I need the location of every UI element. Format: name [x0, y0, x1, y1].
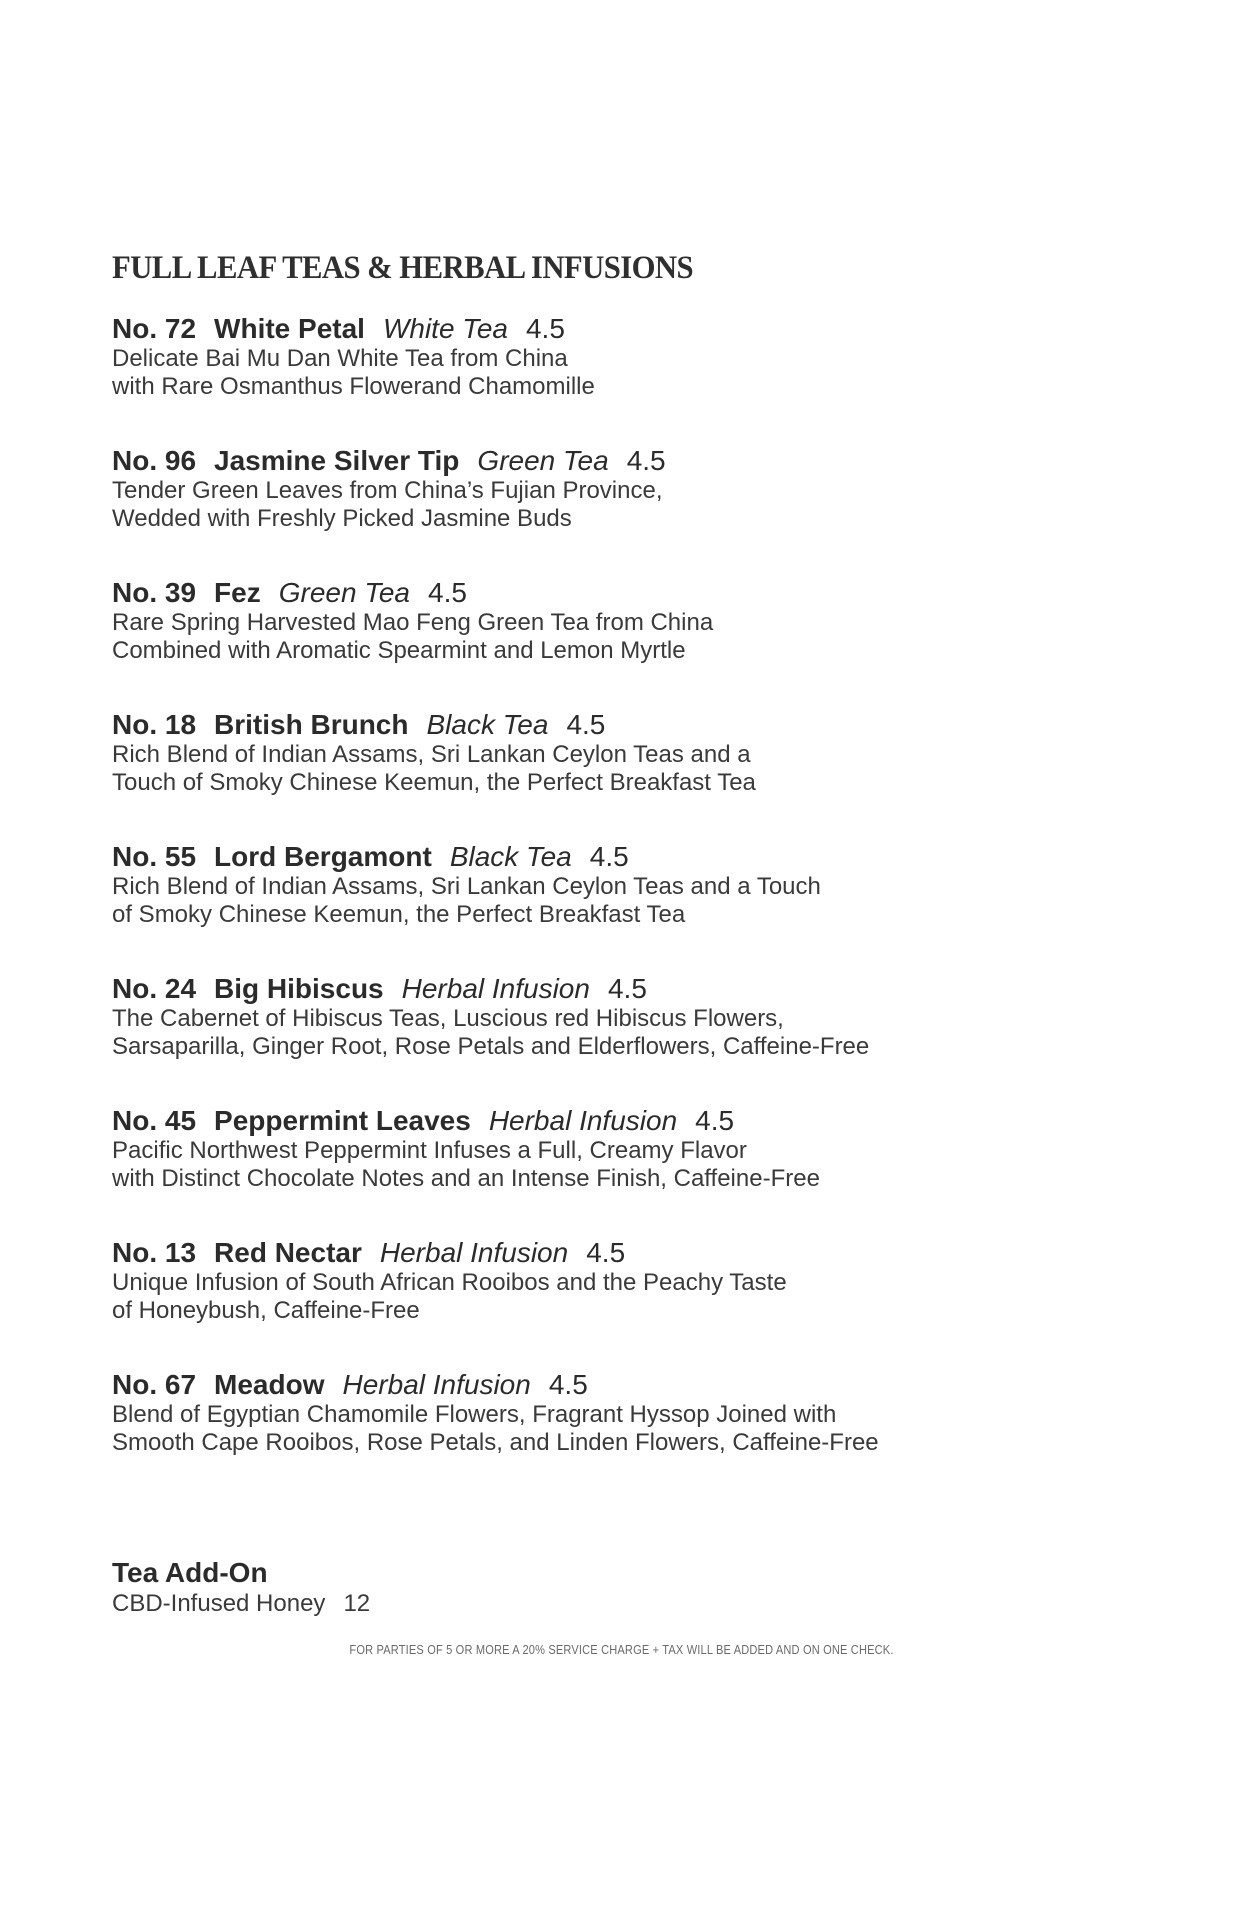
tea-price: 4.5	[566, 709, 606, 740]
tea-list	[112, 313, 1172, 1457]
tea-number: No. 72	[112, 313, 197, 344]
tea-type: Herbal Infusion	[488, 1105, 678, 1136]
tea-description-line: Delicate Bai Mu Dan White Tea from China	[112, 345, 568, 372]
tea-item-header	[112, 1369, 1172, 1401]
tea-name: Red Nectar	[214, 1237, 362, 1268]
tea-type: Black Tea	[426, 709, 549, 740]
tea-description-line: with Rare Osmanthus Flowerand Chamomille	[112, 373, 595, 400]
tea-price: 4.5	[548, 1369, 588, 1400]
addon-title: Tea Add-On	[112, 1557, 268, 1588]
tea-description-line: of Smoky Chinese Keemun, the Perfect Breakfast Tea	[112, 901, 686, 928]
tea-description-line: Blend of Egyptian Chamomile Flowers, Fragrant Hyssop Joined with	[112, 1401, 837, 1428]
section-title: FULL LEAF TEAS & HERBAL INFUSIONS	[112, 250, 694, 286]
service-charge-note: FOR PARTIES OF 5 OR MORE A 20% SERVICE CHARGE + TAX WILL BE ADDED AND ON ONE CHECK.	[349, 1642, 894, 1657]
tea-item	[112, 1105, 1172, 1193]
tea-description-line: The Cabernet of Hibiscus Teas, Luscious red Hibiscus Flowers,	[112, 1005, 784, 1032]
tea-name: White Petal	[214, 313, 365, 344]
tea-description-line: of Honeybush, Caffeine-Free	[112, 1297, 420, 1324]
tea-type: Herbal Infusion	[379, 1237, 569, 1268]
tea-item	[112, 1237, 1172, 1325]
tea-item-header	[112, 973, 1172, 1005]
tea-price: 4.5	[626, 445, 666, 476]
tea-price: 4.5	[525, 313, 565, 344]
tea-item-header	[112, 577, 1172, 609]
tea-addon-section	[112, 1557, 1172, 1619]
tea-name: Meadow	[214, 1369, 325, 1400]
tea-type: Herbal Infusion	[401, 973, 590, 1004]
tea-description-line: Wedded with Freshly Picked Jasmine Buds	[112, 505, 572, 532]
tea-item	[112, 973, 1172, 1061]
tea-number: No. 39	[112, 577, 197, 608]
tea-number: No. 55	[112, 841, 197, 872]
tea-item	[112, 577, 1172, 665]
addon-name: CBD-Infused Honey	[112, 1590, 326, 1617]
tea-item-header	[112, 1105, 1172, 1137]
menu-page	[112, 250, 1172, 1619]
tea-description-line: Smooth Cape Rooibos, Rose Petals, and Linden Flowers, Caffeine-Free	[112, 1429, 879, 1456]
tea-name: Fez	[214, 577, 261, 608]
tea-description-line: with Distinct Chocolate Notes and an Intense Finish, Caffeine-Free	[112, 1165, 820, 1192]
tea-number: No. 18	[112, 709, 197, 740]
tea-item-header	[112, 445, 1172, 477]
tea-price: 4.5	[695, 1105, 735, 1136]
tea-item	[112, 709, 1172, 797]
tea-price: 4.5	[586, 1237, 626, 1268]
addon-price: 12	[343, 1590, 371, 1617]
tea-type: Black Tea	[449, 841, 572, 872]
addon-item	[112, 1589, 1172, 1619]
tea-type: White Tea	[382, 313, 508, 344]
tea-description-line: Rich Blend of Indian Assams, Sri Lankan Ceylon Teas and a	[112, 741, 751, 768]
tea-item-header	[112, 709, 1172, 741]
tea-item	[112, 841, 1172, 929]
tea-price: 4.5	[607, 973, 647, 1004]
tea-number: No. 24	[112, 973, 197, 1004]
tea-item-header	[112, 1237, 1172, 1269]
tea-number: No. 13	[112, 1237, 197, 1268]
tea-name: British Brunch	[214, 709, 409, 740]
tea-description-line: Tender Green Leaves from China’s Fujian Province,	[112, 477, 663, 504]
tea-description-line: Pacific Northwest Peppermint Infuses a Full, Creamy Flavor	[112, 1137, 747, 1164]
tea-name: Lord Bergamont	[214, 841, 432, 872]
tea-type: Herbal Infusion	[342, 1369, 531, 1400]
tea-number: No. 67	[112, 1369, 197, 1400]
tea-type: Green Tea	[477, 445, 609, 476]
tea-item	[112, 1369, 1172, 1457]
tea-price: 4.5	[589, 841, 629, 872]
tea-number: No. 45	[112, 1105, 197, 1136]
tea-description-line: Sarsaparilla, Ginger Root, Rose Petals and Elderflowers, Caffeine-Free	[112, 1033, 870, 1060]
tea-description-line: Combined with Aromatic Spearmint and Lemon Myrtle	[112, 637, 686, 664]
tea-name: Peppermint Leaves	[214, 1105, 471, 1136]
tea-name: Big Hibiscus	[214, 973, 384, 1004]
tea-description-line: Unique Infusion of South African Rooibos and the Peachy Taste	[112, 1269, 787, 1296]
tea-description-line: Rare Spring Harvested Mao Feng Green Tea from China	[112, 609, 714, 636]
tea-item	[112, 313, 1172, 401]
tea-item	[112, 445, 1172, 533]
tea-number: No. 96	[112, 445, 197, 476]
tea-description-line: Touch of Smoky Chinese Keemun, the Perfect Breakfast Tea	[112, 769, 756, 796]
tea-type: Green Tea	[278, 577, 410, 608]
tea-name: Jasmine Silver Tip	[214, 445, 460, 476]
tea-price: 4.5	[428, 577, 467, 608]
tea-item-header	[112, 841, 1172, 873]
tea-item-header	[112, 313, 1172, 345]
tea-description-line: Rich Blend of Indian Assams, Sri Lankan Ceylon Teas and a Touch	[112, 873, 821, 900]
